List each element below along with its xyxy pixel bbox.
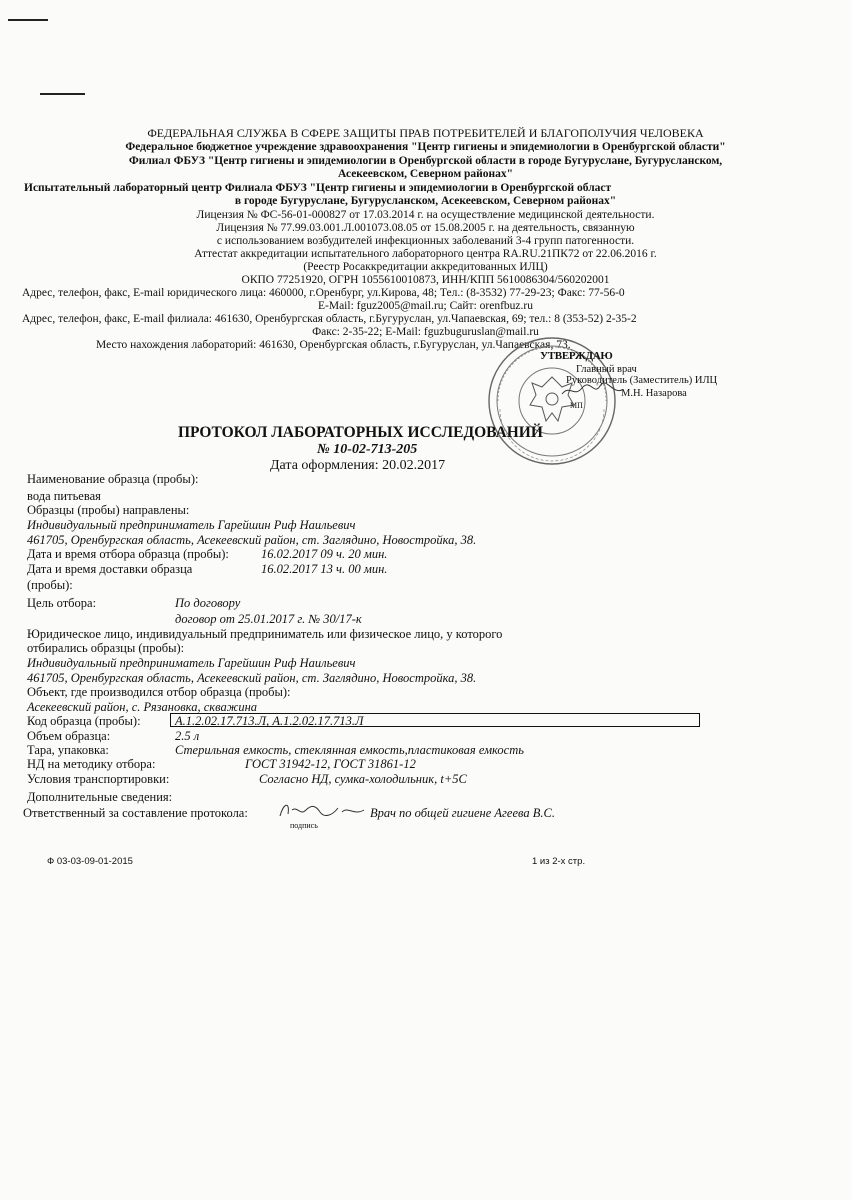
volume-label: Объем образца: bbox=[27, 729, 111, 743]
approval-title: УТВЕРЖДАЮ bbox=[540, 350, 613, 362]
approval-signature bbox=[560, 380, 624, 400]
branch-name-line-1: Филиал ФБУЗ "Центр гигиены и эпидемиологии в Оренбургской области в городе Бугуруслане, Бугурусланском, bbox=[128, 155, 723, 167]
volume-value: 2.5 л bbox=[175, 729, 200, 743]
entity-value-2: 461705, Оренбургская область, Асекеевский район, ст. Заглядино, Новостройка, 38. bbox=[27, 671, 477, 685]
package-value: Стерильная емкость, стеклянная емкость,пластиковая емкость bbox=[175, 743, 524, 757]
object-label: Объект, где производился отбор образца (пробы): bbox=[27, 685, 291, 699]
purpose-value-2: договор от 25.01.2017 г. № 30/17-к bbox=[175, 612, 362, 626]
institution-name: Федеральное бюджетное учреждение здравоохранения "Центр гигиены и эпидемиологии в Оренбургской области" bbox=[125, 141, 726, 153]
license-line-1: Лицензия № ФС-56-01-000827 от 17.03.2014 г. на осуществление медицинской деятельности. bbox=[196, 209, 655, 221]
form-code: Ф 03-03-09-01-2015 bbox=[47, 856, 133, 867]
license-line-3: с использованием возбудителей инфекционных заболеваний 3-4 групп патогенности. bbox=[216, 235, 635, 247]
branch-address: Адрес, телефон, факс, E-mail филиала: 461630, Оренбургская область, г.Бугуруслан, ул.Чапаевская, 69; тел.: 8 (353-52) 2-35-2 bbox=[22, 313, 637, 325]
legal-address: Адрес, телефон, факс, E-mail юридического лица: 460000, г.Оренбург, ул.Кирова, 48; Тел.: (8-3532) 77-29-23; Факс: 77-56-0 bbox=[22, 287, 625, 299]
scan-mark bbox=[40, 93, 85, 95]
sampling-datetime-label: Дата и время отбора образца (пробы): bbox=[27, 547, 229, 561]
transport-label: Условия транспортировки: bbox=[27, 772, 170, 786]
delivery-datetime-label: Дата и время доставки образца bbox=[27, 562, 193, 576]
sent-value-2: 461705, Оренбургская область, Асекеевский район, ст. Заглядино, Новостройка, 38. bbox=[27, 533, 477, 547]
method-value: ГОСТ 31942-12, ГОСТ 31861-12 bbox=[245, 757, 416, 771]
license-line-2: Лицензия № 77.99.03.001.Л.001073.08.05 от 15.08.2005 г. на деятельность, связанную bbox=[216, 222, 635, 234]
lab-center-line-2: в городе Бугуруслане, Бугурусланском, Асекеевском, Северном районах" bbox=[234, 195, 617, 207]
code-label: Код образца (пробы): bbox=[27, 714, 141, 728]
method-label: НД на методику отбора: bbox=[27, 757, 156, 771]
entity-label-1: Юридическое лицо, индивидуальный предприниматель или физическое лицо, у которого bbox=[27, 627, 503, 641]
branch-name-line-2: Асекеевском, Северном районах" bbox=[337, 168, 514, 180]
purpose-label: Цель отбора: bbox=[27, 596, 97, 610]
approval-line-1: Главный врач bbox=[576, 364, 637, 375]
responsible-label: Ответственный за составление протокола: bbox=[23, 806, 248, 820]
object-value: Асекеевский район, с. Рязановка, скважина bbox=[27, 700, 258, 714]
responsible-signature bbox=[278, 800, 368, 822]
branch-contacts: Факс: 2-35-22; E-Mail: fguzbuguruslan@mail.ru bbox=[312, 326, 539, 338]
accreditation-line-1: Аттестат аккредитации испытательного лабораторного центра RA.RU.21ПК72 от 22.06.2016 г. bbox=[194, 248, 657, 260]
code-value: А.1.2.02.17.713.Л, А.1.2.02.17.713.Л bbox=[175, 714, 364, 728]
sample-name-label: Наименование образца (пробы): bbox=[27, 472, 199, 486]
extra-label: Дополнительные сведения: bbox=[27, 790, 173, 804]
delivery-datetime-value: 16.02.2017 13 ч. 00 мин. bbox=[261, 562, 388, 576]
delivery-datetime-label-2: (пробы): bbox=[27, 578, 73, 592]
signature-caption: подпись bbox=[290, 821, 318, 830]
agency-name: ФЕДЕРАЛЬНАЯ СЛУЖБА В СФЕРЕ ЗАЩИТЫ ПРАВ ПОТРЕБИТЕЛЕЙ И БЛАГОПОЛУЧИЯ ЧЕЛОВЕКА bbox=[147, 126, 704, 140]
sent-value-1: Индивидуальный предприниматель Гарейшин Риф Наильевич bbox=[27, 518, 356, 532]
lab-center-line-1: Испытательный лабораторный центр Филиала ФБУЗ "Центр гигиены и эпидемиологии в Оренбургской област bbox=[24, 182, 612, 194]
protocol-title: ПРОТОКОЛ ЛАБОРАТОРНЫХ ИССЛЕДОВАНИЙ bbox=[178, 424, 543, 441]
sample-name-value: вода питьевая bbox=[27, 489, 101, 503]
accreditation-line-2: (Реестр Росаккредитации аккредитованных ИЛЦ) bbox=[303, 261, 548, 273]
scan-mark bbox=[8, 19, 48, 21]
legal-email: E-Mail: fguz2005@mail.ru; Сайт: orenfbuz.ru bbox=[318, 300, 533, 312]
sampling-datetime-value: 16.02.2017 09 ч. 20 мин. bbox=[261, 547, 388, 561]
page-number: 1 из 2-х стр. bbox=[532, 856, 586, 867]
sent-label: Образцы (пробы) направлены: bbox=[27, 503, 190, 517]
stamp-label: МП bbox=[570, 401, 583, 410]
approval-line-2: Руководитель (Заместитель) ИЛЦ bbox=[566, 375, 718, 386]
responsible-value: Врач по общей гигиене Агеева В.С. bbox=[370, 806, 555, 820]
entity-value-1: Индивидуальный предприниматель Гарейшин Риф Наильевич bbox=[27, 656, 356, 670]
entity-label-2: отбирались образцы (пробы): bbox=[27, 641, 185, 655]
lab-location: Место нахождения лабораторий: 461630, Оренбургская область, г.Бугуруслан, ул.Чапаевская, 73. bbox=[96, 339, 571, 351]
package-label: Тара, упаковка: bbox=[27, 743, 109, 757]
protocol-date: Дата оформления: 20.02.2017 bbox=[270, 458, 446, 473]
organization-codes: ОКПО 77251920, ОГРН 1055610010873, ИНН/КПП 5610086304/560202001 bbox=[241, 274, 610, 286]
purpose-value-1: По договору bbox=[175, 596, 241, 610]
protocol-number: № 10-02-713-205 bbox=[317, 442, 418, 457]
transport-value: Согласно НД, сумка-холодильник, t+5С bbox=[259, 772, 467, 786]
approval-signer: М.Н. Назарова bbox=[621, 388, 687, 399]
